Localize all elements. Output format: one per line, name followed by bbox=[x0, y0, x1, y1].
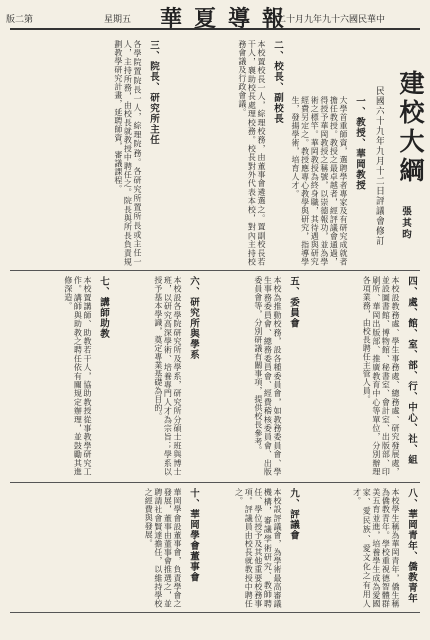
section-2-body: 本校置校長一人，綜理校務，由董事會遴選之。置副校長若干人，襄助校長處理校務。校長對外代表本校，對內主持校務會議及行政會議。 bbox=[237, 40, 266, 266]
band-rule-2 bbox=[10, 482, 420, 483]
promulgation-note: 民國六十九年九月十二日評議會修訂 bbox=[374, 86, 384, 246]
section-7-body: 本校置講師、助教若干人，協助教授從事教學研究工作。講師與助教之聘任依有關規定辦理，並鼓勵其進修深造。 bbox=[63, 276, 92, 476]
article-author: 張其昀 bbox=[400, 206, 411, 241]
section-5-body: 本校為推動校務，設各種委員會，如教務委員會、學生事務委員會、總務委員會、經費稽核委員會、出版委員會等，分別研議有關事項，提供校長參考。 bbox=[253, 276, 282, 476]
section-4-heading: 四、處、館、室、部、行、中心、社、組 bbox=[406, 276, 417, 465]
newspaper-masthead: 華夏導報 bbox=[160, 6, 297, 32]
bottom-rule bbox=[10, 612, 420, 613]
section-4-body: 本校設教務處、學生事務處、總務處、研究發展處，並設圖書館、博物館、秘書室、會計室、出版部、印刷所、華岡出版部、推廣教育中心等單位，分別辦理各項業務，由校長聘任主管人員。 bbox=[362, 276, 400, 476]
section-8-heading: 八、華岡青年、僑教青年 bbox=[406, 488, 417, 604]
page-number: 版二第 bbox=[6, 15, 34, 25]
weekday: 星期五 bbox=[104, 15, 132, 25]
section-1-body: 大學首重師資，選聘學者專家及有研究成就者擔任教授。教授之最卓越者，經評議會通過，得授予華岡教授之稱號，以崇德報功，並為學術之標竿。華岡教授為終身職，其待遇與研究經費另定之。教授應專心教學與研究，指導學生，發揚學術，培育人才。 bbox=[291, 96, 348, 266]
section-8-body: 本校學生稱為華岡青年，僑生稱為僑教青年。學校重視德智體群美五育並進，培養學生成為愛國家、愛民族、愛文化之有用人才。 bbox=[352, 488, 400, 608]
section-9-heading: 九、評議會 bbox=[288, 488, 299, 541]
section-6-heading: 六、研究所與學系 bbox=[188, 276, 199, 360]
section-2-heading: 二、校長、副校長 bbox=[272, 40, 283, 124]
section-3-heading: 三、院長、研究所主任 bbox=[148, 40, 159, 145]
section-10-heading: 十、華岡學會董事會 bbox=[188, 488, 199, 583]
section-7-heading: 七、講師助教 bbox=[98, 276, 109, 339]
section-5-heading: 五、委員會 bbox=[288, 276, 299, 329]
band-rule-1 bbox=[10, 270, 420, 271]
section-9-body: 本校設評議會，為學術最高審議機構，審議學術研究、教師聘任、學位授予及其他重要校務事項。評議員由校長就教授中聘任之。 bbox=[234, 488, 282, 608]
header-rule bbox=[10, 28, 420, 30]
section-6-body: 本校設各學院研究所及學系，研究所分碩士班與博士班，以研究高深學術、培養專門人才為宗旨；學系以授予基本學識，奠定專業基礎為目的。 bbox=[153, 276, 182, 476]
publication-date: 日二十月九年九十六國民華中 bbox=[268, 15, 386, 25]
section-3-body: 各學院置院長一人，綜理院務。各研究所置所長或主任一人，主持所務，由校長就教授中聘任之。院長與所長負責規劃教學研究計畫，延聘師資，審議課程。 bbox=[113, 40, 142, 266]
page-header bbox=[0, 0, 430, 30]
article-title: 建校大綱 bbox=[396, 70, 425, 186]
section-1-heading: 一、教授、華岡教授 bbox=[354, 96, 365, 191]
section-10-body: 華岡學會設董事會，負責學會之發展，董事由董事會推選之，並聘請社會賢達擔任，以維持學校之經費與發展。 bbox=[144, 488, 182, 608]
